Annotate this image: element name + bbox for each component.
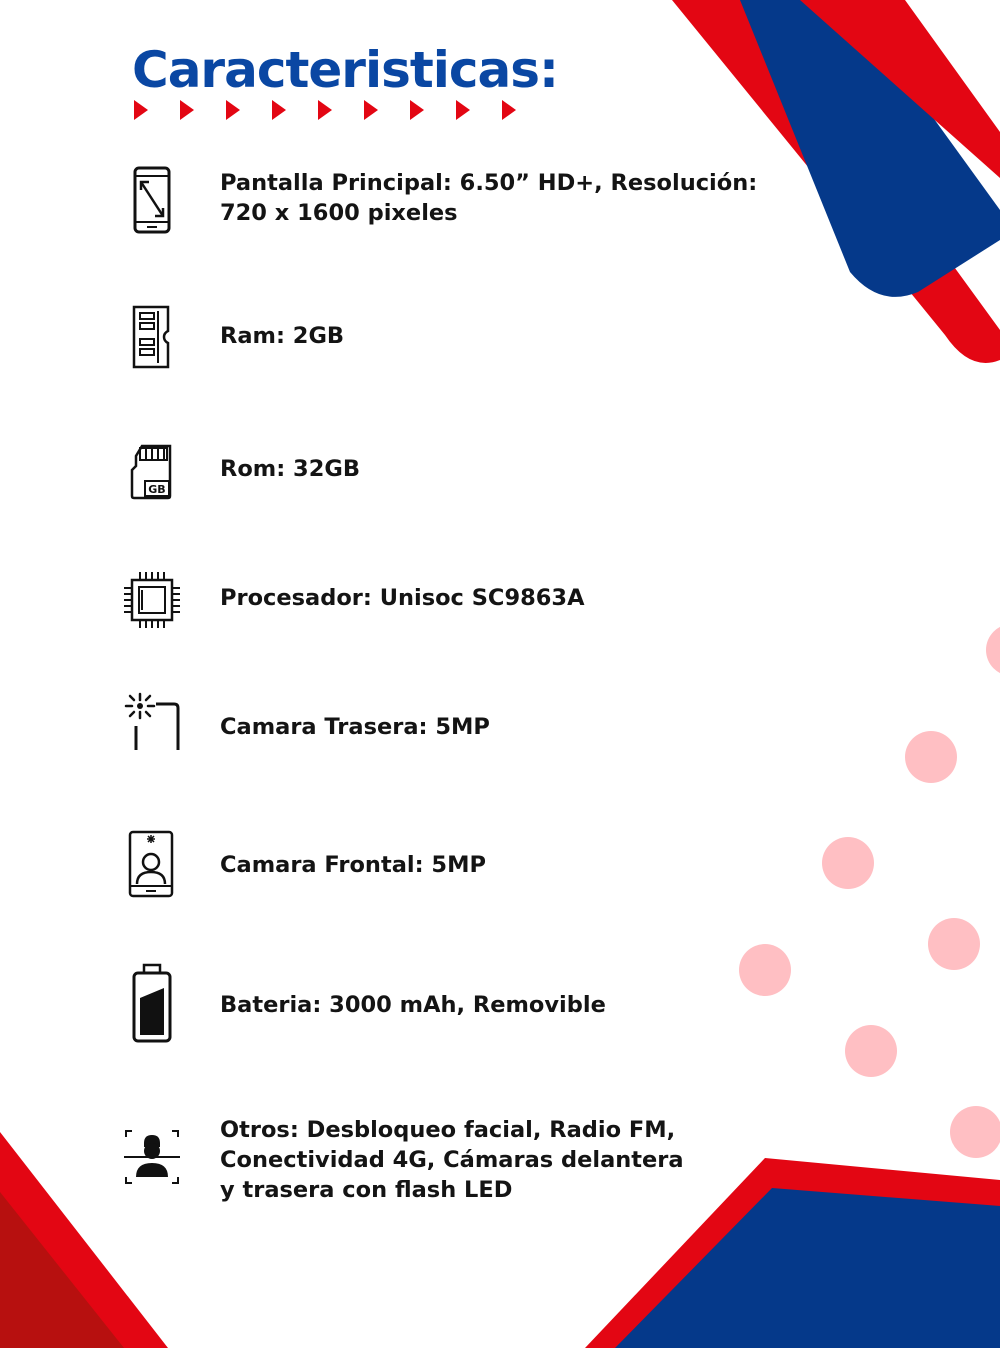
feature-label: Procesador: Unisoc SC9863A — [220, 585, 585, 611]
arrow-icon — [318, 100, 332, 120]
arrow-icon — [226, 100, 240, 120]
arrow-icon — [134, 100, 148, 120]
arrow-icon — [272, 100, 286, 120]
arrow-divider — [132, 100, 522, 120]
page-title: Caracteristicas: — [132, 41, 559, 99]
battery-icon — [120, 962, 184, 1044]
feature-label: Camara Trasera: 5MP — [220, 714, 490, 740]
feature-label: Rom: 32GB — [220, 456, 360, 482]
arrow-icon — [502, 100, 516, 120]
face-unlock-icon — [120, 1123, 184, 1191]
arrow-icon — [364, 100, 378, 120]
front-camera-selfie-icon — [120, 830, 184, 898]
arrow-icon — [410, 100, 424, 120]
sd-card-icon — [120, 442, 184, 502]
arrow-icon — [456, 100, 470, 120]
svg-text:GB: GB — [148, 483, 166, 496]
rear-camera-flash-icon — [120, 690, 184, 754]
pink-dots — [739, 624, 1000, 1158]
feature-label: Pantalla Principal: 6.50” HD+, Resolución: 720 x 1600 pixeles — [220, 170, 758, 226]
feature-label: Ram: 2GB — [220, 323, 345, 349]
smartphone-screen-icon — [120, 164, 184, 236]
cpu-chip-icon — [120, 570, 184, 630]
feature-label: Bateria: 3000 mAh, Removible — [220, 992, 606, 1018]
feature-label: Camara Frontal: 5MP — [220, 852, 486, 878]
arrow-icon — [180, 100, 194, 120]
feature-label: Otros: Desbloqueo facial, Radio FM, Conectividad 4G, Cámaras delantera y trasera con flash LED — [220, 1117, 684, 1203]
ram-memory-icon — [120, 305, 184, 369]
